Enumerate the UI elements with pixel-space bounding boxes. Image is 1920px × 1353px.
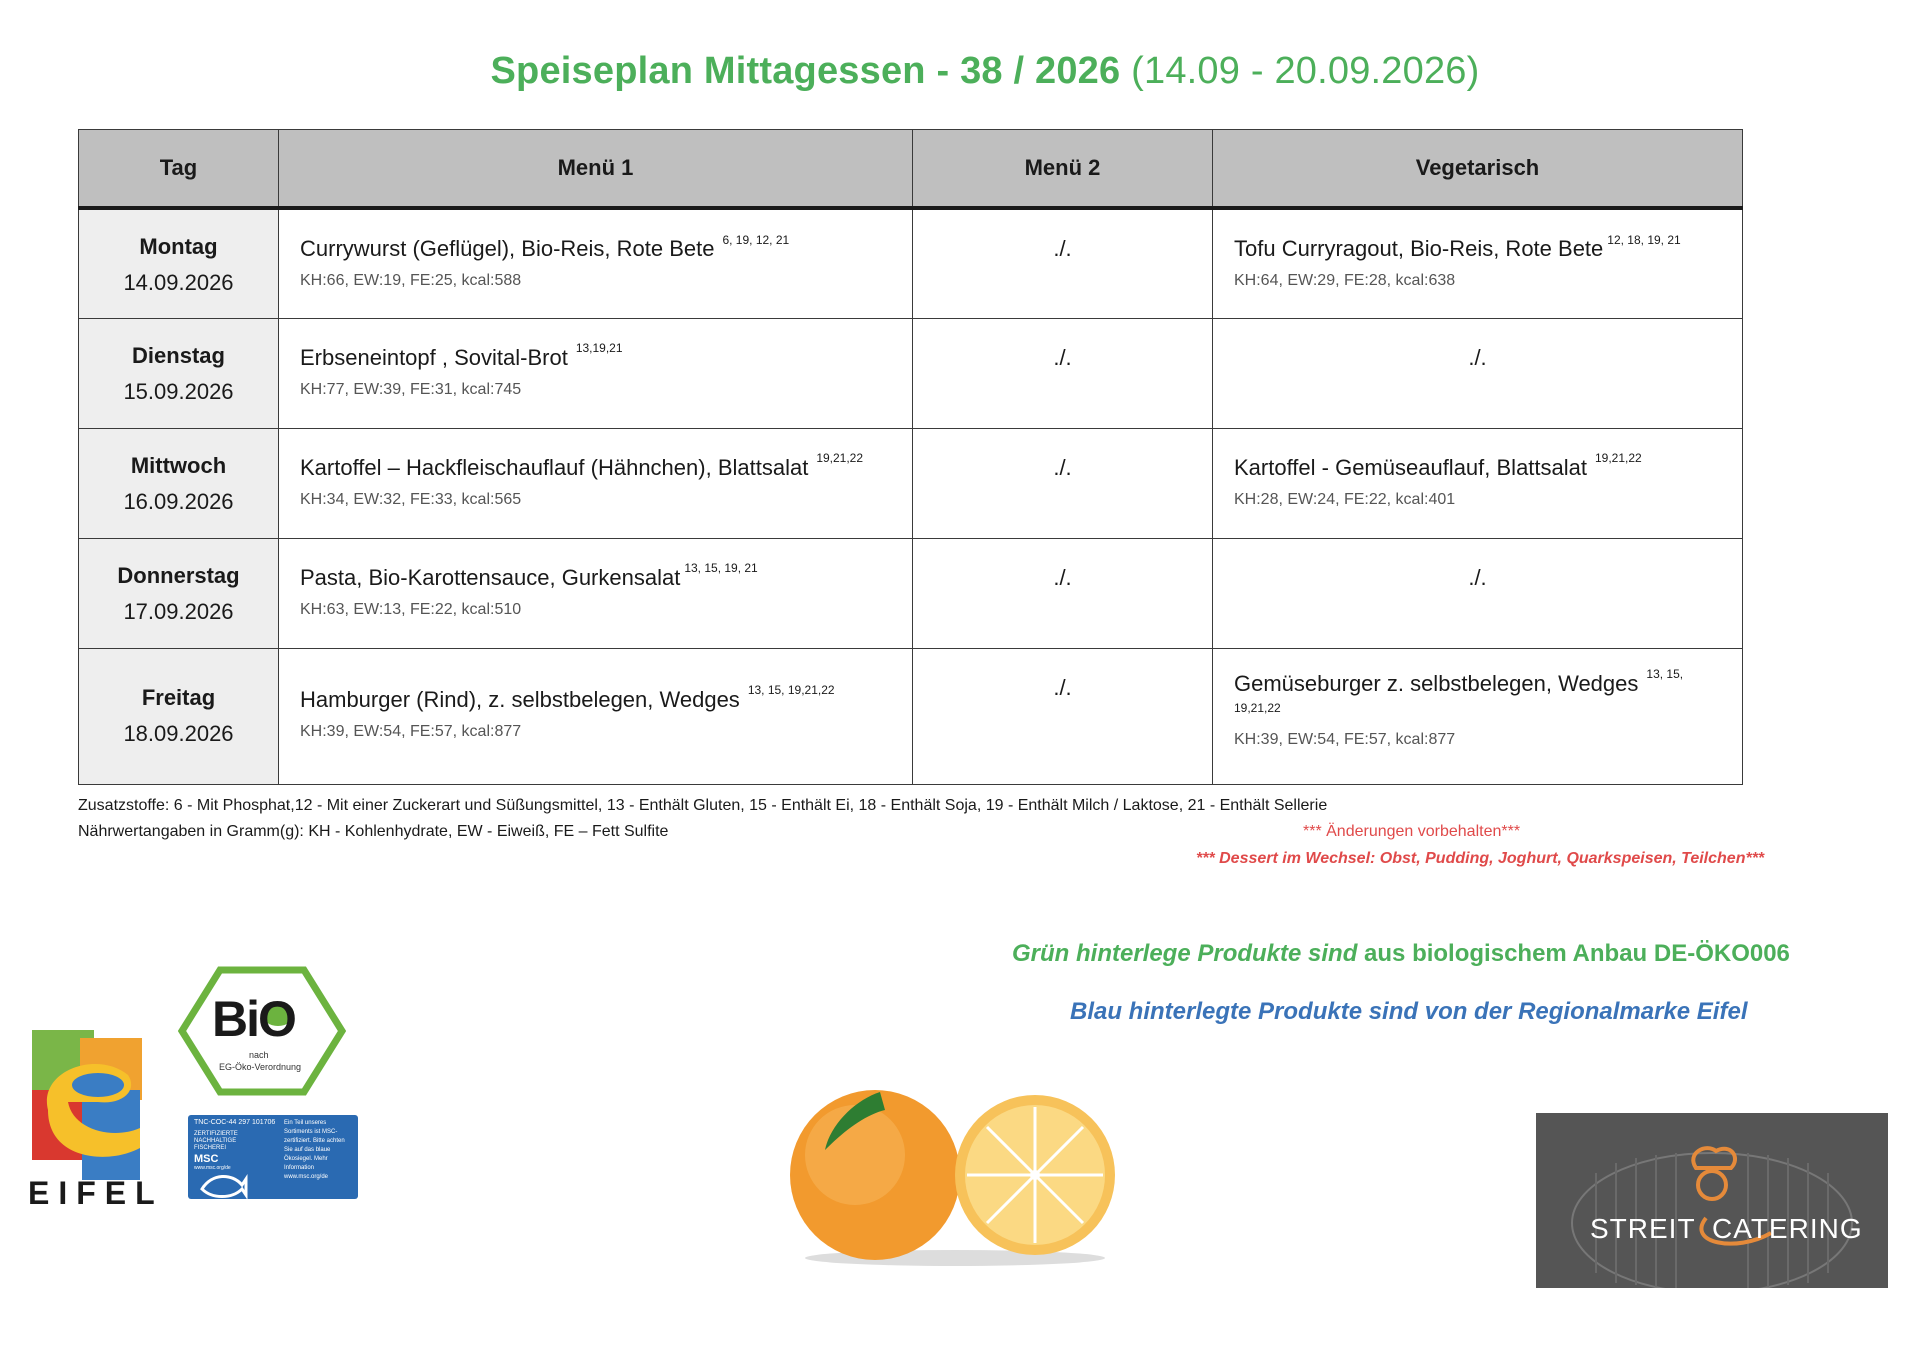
veg-cell bbox=[1213, 648, 1743, 784]
day-date: 17.09.2026 bbox=[123, 598, 234, 624]
day-cell bbox=[79, 428, 279, 538]
catering-text: CATERING bbox=[1712, 1213, 1863, 1244]
bio-logo-sub2: EG-Öko-Verordnung bbox=[219, 1062, 302, 1072]
day-cell bbox=[79, 538, 279, 648]
day-date: 18.09.2026 bbox=[123, 720, 234, 746]
table-row bbox=[79, 648, 1743, 784]
allergen-codes-continued: 19,21,22 bbox=[1234, 700, 1281, 715]
nutrition-info: KH:39, EW:54, FE:57, kcal:877 bbox=[1234, 730, 1456, 748]
allergen-codes: 19,21,22 bbox=[1595, 451, 1642, 466]
nutrition-info: KH:66, EW:19, FE:25, kcal:588 bbox=[300, 272, 522, 289]
nutrition-legend: Nährwertangaben in Gramm(g): KH - Kohlenhydrate, EW - Eiweiß, FE – Fett Sulfite bbox=[78, 823, 669, 840]
page-title bbox=[0, 50, 1920, 93]
allergen-codes: 6, 19, 12, 21 bbox=[722, 232, 790, 247]
title-date-range: (14.09 - 20.09.2026) bbox=[1131, 50, 1480, 92]
organic-note-b: aus biologischem Anbau DE-ÖKO006 bbox=[1364, 940, 1790, 967]
header-menu2: Menü 2 bbox=[913, 130, 1213, 209]
menu2-cell: ./. bbox=[913, 648, 1213, 784]
msc-url: www.msc.org/de bbox=[194, 1165, 231, 1171]
eifel-logo-text: EIFEL bbox=[28, 1175, 164, 1211]
menu-table bbox=[78, 129, 1743, 785]
bio-logo-sub: nach bbox=[249, 1050, 269, 1060]
msc-name: MSC bbox=[194, 1153, 219, 1165]
day-cell bbox=[79, 648, 279, 784]
veg-cell bbox=[1213, 208, 1743, 318]
nutrition-info: KH:28, EW:24, FE:22, kcal:401 bbox=[1234, 490, 1456, 508]
header-vegetarisch: Vegetarisch bbox=[1213, 130, 1743, 209]
streit-text: STREIT bbox=[1590, 1213, 1696, 1244]
menu2-cell: ./. bbox=[913, 538, 1213, 648]
menu1-cell bbox=[279, 318, 913, 428]
day-date: 14.09.2026 bbox=[123, 270, 234, 295]
day-date: 16.09.2026 bbox=[123, 488, 234, 514]
chef-face bbox=[1698, 1171, 1726, 1199]
day-name: Montag bbox=[139, 234, 218, 259]
menu1-cell bbox=[279, 538, 913, 648]
allergen-codes: 13, 15, bbox=[1646, 667, 1684, 682]
table-header-row bbox=[79, 130, 1743, 209]
table-row bbox=[79, 538, 1743, 648]
dish-name: Kartoffel – Hackfleischauflauf (Hähnchen), Blattsalat bbox=[300, 454, 809, 480]
dessert-note: *** Dessert im Wechsel: Obst, Pudding, Joghurt, Quarkspeisen, Teilchen*** bbox=[1196, 850, 1765, 867]
menu2-cell: ./. bbox=[913, 208, 1213, 318]
dish-name: Erbseneintopf , Sovital-Brot bbox=[300, 344, 568, 370]
nutrition-info: KH:34, EW:32, FE:33, kcal:565 bbox=[300, 490, 522, 508]
table-row bbox=[79, 318, 1743, 428]
allergen-codes: 13, 15, 19, 21 bbox=[684, 561, 758, 576]
allergen-codes: 19,21,22 bbox=[816, 451, 864, 466]
allergen-codes: 13, 15, 19,21,22 bbox=[747, 683, 835, 698]
orange-illustration bbox=[785, 1070, 1125, 1270]
dish-name: Currywurst (Geflügel), Bio-Reis, Rote Bete bbox=[300, 236, 715, 261]
bio-logo-text: BiO bbox=[212, 991, 295, 1047]
dish-name: Gemüseburger z. selbstbelegen, Wedges bbox=[1234, 670, 1639, 696]
dish-name: Hamburger (Rind), z. selbstbelegen, Wedges bbox=[300, 686, 740, 712]
menu2-cell: ./. bbox=[913, 318, 1213, 428]
day-name: Donnerstag bbox=[117, 562, 240, 588]
msc-code: TNC-COC-44 297 101706 bbox=[194, 1119, 276, 1126]
chef-hat bbox=[1693, 1148, 1735, 1168]
nutrition-info: KH:64, EW:29, FE:28, kcal:638 bbox=[1234, 272, 1456, 289]
orange-center bbox=[1030, 1170, 1040, 1180]
msc-description: Ein Teil unseres Sortiments ist MSC-zertifiziert. Bitte achten Sie auf das blaue Ökosiegel. Mehr Information www.msc.org/de bbox=[284, 1120, 345, 1180]
day-cell bbox=[79, 208, 279, 318]
menu1-cell bbox=[279, 208, 913, 318]
header-menu1: Menü 1 bbox=[279, 130, 913, 209]
organic-note-a: Grün hinterlege Produkte sind bbox=[1012, 940, 1358, 967]
veg-cell bbox=[1213, 428, 1743, 538]
veg-cell: ./. bbox=[1213, 538, 1743, 648]
day-date: 15.09.2026 bbox=[123, 378, 234, 404]
day-name: Mittwoch bbox=[130, 452, 227, 478]
allergen-codes: 12, 18, 19, 21 bbox=[1607, 232, 1681, 247]
menu2-cell: ./. bbox=[913, 428, 1213, 538]
msc-label bbox=[188, 1115, 358, 1199]
table-row bbox=[79, 428, 1743, 538]
streit-logo-icon bbox=[1536, 1113, 1888, 1288]
msc-certified: ZERTIFIZIERTE NACHHALTIGE FISCHEREI bbox=[194, 1131, 238, 1151]
eifel-logo-e-center bbox=[72, 1073, 124, 1097]
streit-catering-logo bbox=[1536, 1113, 1888, 1288]
day-name: Freitag bbox=[141, 684, 216, 710]
veg-cell: ./. bbox=[1213, 318, 1743, 428]
organic-note bbox=[1012, 940, 1790, 968]
dish-name: Pasta, Bio-Karottensauce, Gurkensalat bbox=[300, 564, 681, 590]
day-name: Dienstag bbox=[132, 342, 225, 368]
allergen-codes: 13,19,21 bbox=[575, 341, 623, 356]
nutrition-info: KH:39, EW:54, FE:57, kcal:877 bbox=[300, 722, 522, 740]
dish-name: Tofu Curryragout, Bio-Reis, Rote Bete bbox=[1234, 236, 1604, 261]
title-main: Speiseplan Mittagessen - 38 / 2026 bbox=[490, 50, 1121, 92]
nutrition-info: KH:77, EW:39, FE:31, kcal:745 bbox=[300, 380, 522, 398]
header-tag: Tag bbox=[79, 130, 279, 209]
additives-legend: Zusatzstoffe: 6 - Mit Phosphat,12 - Mit einer Zuckerart und Süßungsmittel, 13 - Enthält Gluten, 15 - Enthält Ei, 18 - Enthält Soja, 19 - Enthält Milch / Laktose, 21 - Enthält Sellerie bbox=[78, 797, 1328, 814]
table-row bbox=[79, 208, 1743, 318]
changes-note: *** Änderungen vorbehalten*** bbox=[1303, 823, 1521, 840]
msc-fish-icon bbox=[198, 1167, 248, 1199]
day-cell bbox=[79, 318, 279, 428]
dish-name: Kartoffel - Gemüseauflauf, Blattsalat bbox=[1234, 454, 1587, 480]
menu1-cell bbox=[279, 648, 913, 784]
menu1-cell bbox=[279, 428, 913, 538]
nutrition-info: KH:63, EW:13, FE:22, kcal:510 bbox=[300, 600, 522, 618]
regional-note: Blau hinterlegte Produkte sind von der Regionalmarke Eifel bbox=[1070, 998, 1748, 1025]
